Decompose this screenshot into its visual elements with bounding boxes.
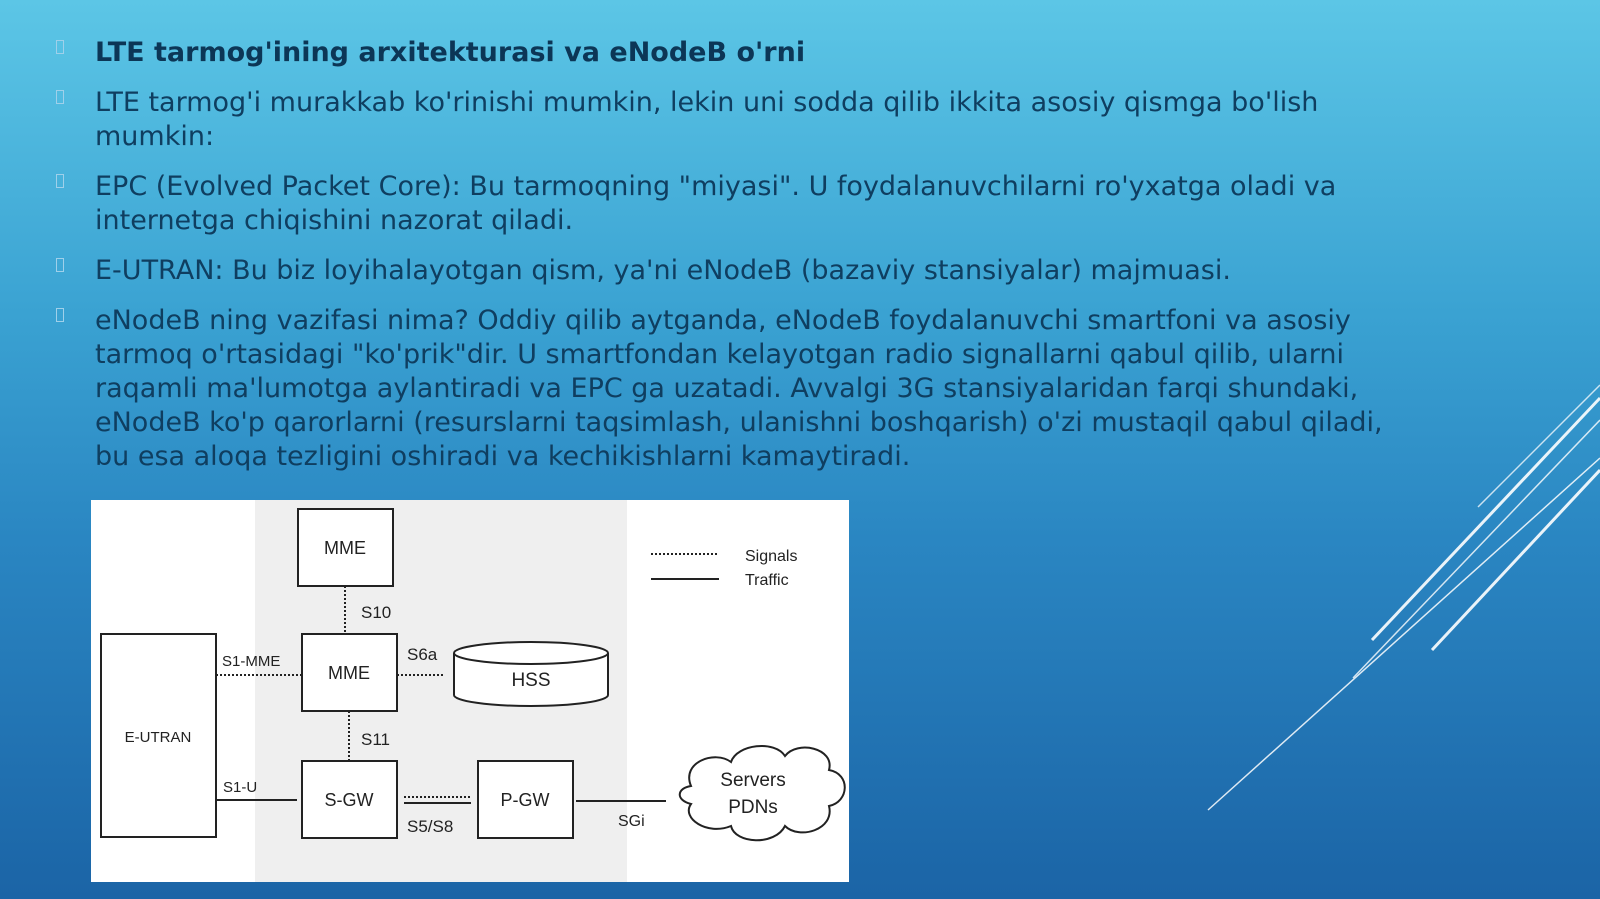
bullet-icon: [56, 174, 64, 188]
mme-top-label: MME: [324, 538, 366, 558]
pdns-label: PDNs: [728, 797, 778, 818]
s1mme-label: S1-MME: [222, 653, 281, 670]
s1u-label: S1-U: [223, 779, 258, 796]
hss-node-top: [454, 642, 608, 664]
bullet-item: [56, 170, 1386, 238]
bullet-item: [56, 254, 1386, 288]
legend-traffic-label: Traffic: [745, 572, 789, 589]
slide-title-item: [56, 36, 1386, 70]
s6a-label: S6a: [407, 645, 438, 664]
bullet-list: [56, 36, 1386, 490]
lte-architecture-diagram: [91, 500, 849, 882]
bullet-icon: [56, 258, 64, 272]
bullet-text: eNodeB ning vazifasi nima? Oddiy qilib aytganda, eNodeB foydalanuvchi smartfoni va asosiy tarmoq o'rtasidagi "ko'prik"dir. U smartfondan kelayotgan radio signallarni qabul qilib, ularni raqamli ma'lumotga aylantiradi va EPC ga uzatadi. Avvalgi 3G stansiyalaridan farqi shundaki, eNodeB ko'p qarorlarni (resurslarni taqsimlash, ulanishni boshqarish) o'zi mustaqil qabul qiladi, bu esa aloqa tezligini oshiradi va kechikishlarni kamaytiradi.: [95, 305, 1383, 472]
servers-label: Servers: [720, 770, 786, 791]
legend-signals-label: Signals: [745, 548, 798, 565]
bullet-icon: [56, 40, 64, 54]
bullet-icon: [56, 308, 64, 322]
mme-label: MME: [328, 663, 370, 683]
hss-label: HSS: [511, 670, 551, 691]
bullet-item: [56, 304, 1386, 474]
s5s8-label: S5/S8: [407, 817, 454, 836]
sgw-label: S-GW: [324, 790, 374, 810]
bullet-item: [56, 86, 1386, 154]
diagram-canvas: [91, 500, 849, 882]
slide-title: LTE tarmog'ining arxitekturasi va eNodeB o'rni: [95, 37, 806, 68]
pgw-label: P-GW: [500, 790, 550, 810]
bullet-text: EPC (Evolved Packet Core): Bu tarmoqning "miyasi". U foydalanuvchilarni ro'yxatga oladi va internetga chiqishini nazorat qiladi.: [95, 171, 1337, 236]
sgi-label: SGi: [618, 813, 645, 830]
s10-label: S10: [361, 603, 392, 622]
bullet-text: E-UTRAN: Bu biz loyihalayotgan qism, ya'ni eNodeB (bazaviy stansiyalar) majmuasi.: [95, 255, 1231, 286]
eutran-label: E-UTRAN: [124, 729, 192, 746]
s11-label: S11: [361, 730, 390, 749]
bullet-text: LTE tarmog'i murakkab ko'rinishi mumkin, lekin uni sodda qilib ikkita asosiy qismga bo'lish mumkin:: [95, 87, 1319, 152]
bullet-icon: [56, 90, 64, 104]
servers-pdns-cloud: [680, 746, 845, 840]
